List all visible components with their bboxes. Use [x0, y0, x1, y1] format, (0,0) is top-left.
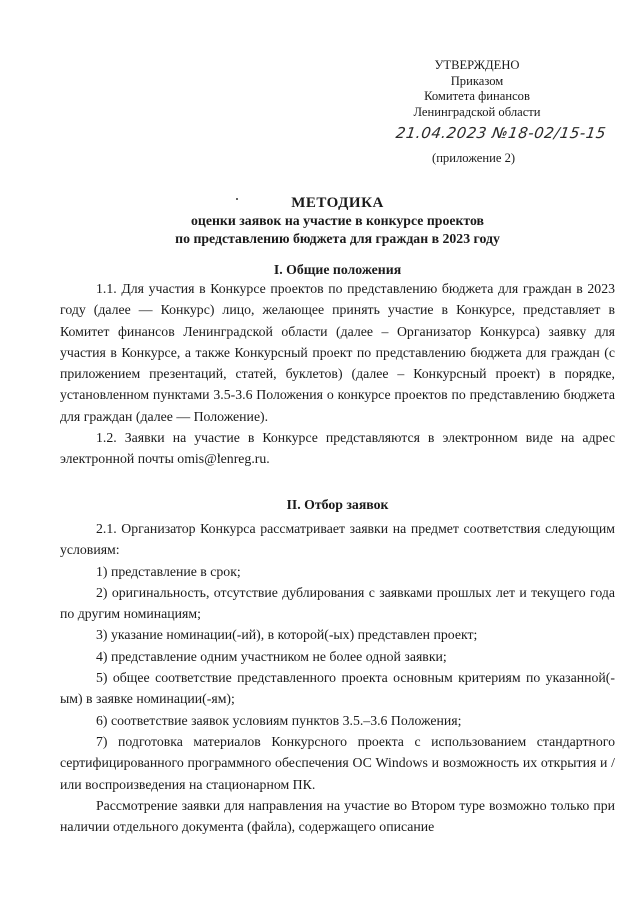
list-item: 1) представление в срок; — [96, 563, 241, 579]
approval-order: Приказом — [450, 73, 504, 88]
list-item: 5) общее соответствие представленного проекта основным критериям по указанной(-ым) в заявке номинации(-ям); — [60, 670, 615, 707]
paragraph-2-2: Рассмотрение заявки для направления на участие во Втором туре возможно только при наличии отдельного документа (файла), содержащего описание — [60, 797, 615, 835]
section-1-heading: I. Общие положения — [273, 262, 402, 277]
approval-heading: УТВЕРЖДЕНО — [434, 58, 520, 72]
list-item: 7) подготовка материалов Конкурсного проекта с использованием стандартного сертифицированного программного обеспечения ОС Windows и возможность их открытия и /или воспроизведения на стационарном ПК. — [60, 733, 615, 792]
approval-region: Ленинградской области — [413, 104, 541, 119]
appendix-label: (приложение 2) — [432, 151, 516, 165]
list-item: 6) соответствие заявок условиям пунктов 3.5.–3.6 Положения; — [96, 712, 462, 728]
section-2-heading: II. Отбор заявок — [286, 497, 389, 512]
title-line-3: по представлению бюджета для граждан в 2023 году — [175, 230, 500, 246]
approval-committee: Комитета финансов — [424, 89, 530, 104]
section-1-body — [60, 278, 615, 470]
list-item: 2) оригинальность, отсутствие дублирования с заявками прошлых лет и текущего года по другим номинациям; — [60, 584, 615, 622]
section-2-body — [60, 518, 615, 837]
document-title — [60, 194, 615, 247]
list-item: 4) представление одним участником не более одной заявки; — [96, 648, 447, 664]
approval-stamp — [392, 58, 562, 120]
paragraph-1-2: 1.2. Заявки на участие в Конкурсе представляются в электронном виде на адрес электронной почты omis@lenreg.ru. — [60, 430, 615, 467]
title-line-2: оценки заявок на участие в конкурсе проектов — [190, 213, 485, 228]
list-item: 3) указание номинации(-ий), в которой(-ых) представлен проект; — [96, 627, 478, 643]
handwritten-order-number: 21.04.2023 №18-02/15-15 — [394, 124, 608, 142]
paragraph-1-1: 1.1. Для участия в Конкурсе проектов по представлению бюджета для граждан в 2023 году (далее — Конкурс) лицо, желающее принять участие в Конкурсе, представляет в Комитет финансов Ленинградской области (далее – Организатор Конкурса) заявку для участия в Конкурсе, а также Конкурсный проект по представлению бюджета для граждан (с приложением презентаций, статей, буклетов) (далее – Конкурсный проект) в порядке, установленном пунктами 3.5-3.6 Положения о конкурсе проектов по представлению бюджета для граждан (далее — Положение). — [60, 281, 615, 424]
title-main: МЕТОДИКА — [291, 195, 384, 211]
paragraph-2-1: 2.1. Организатор Конкурса рассматривает заявки на предмет соответствия следующим условиям: — [60, 521, 615, 558]
